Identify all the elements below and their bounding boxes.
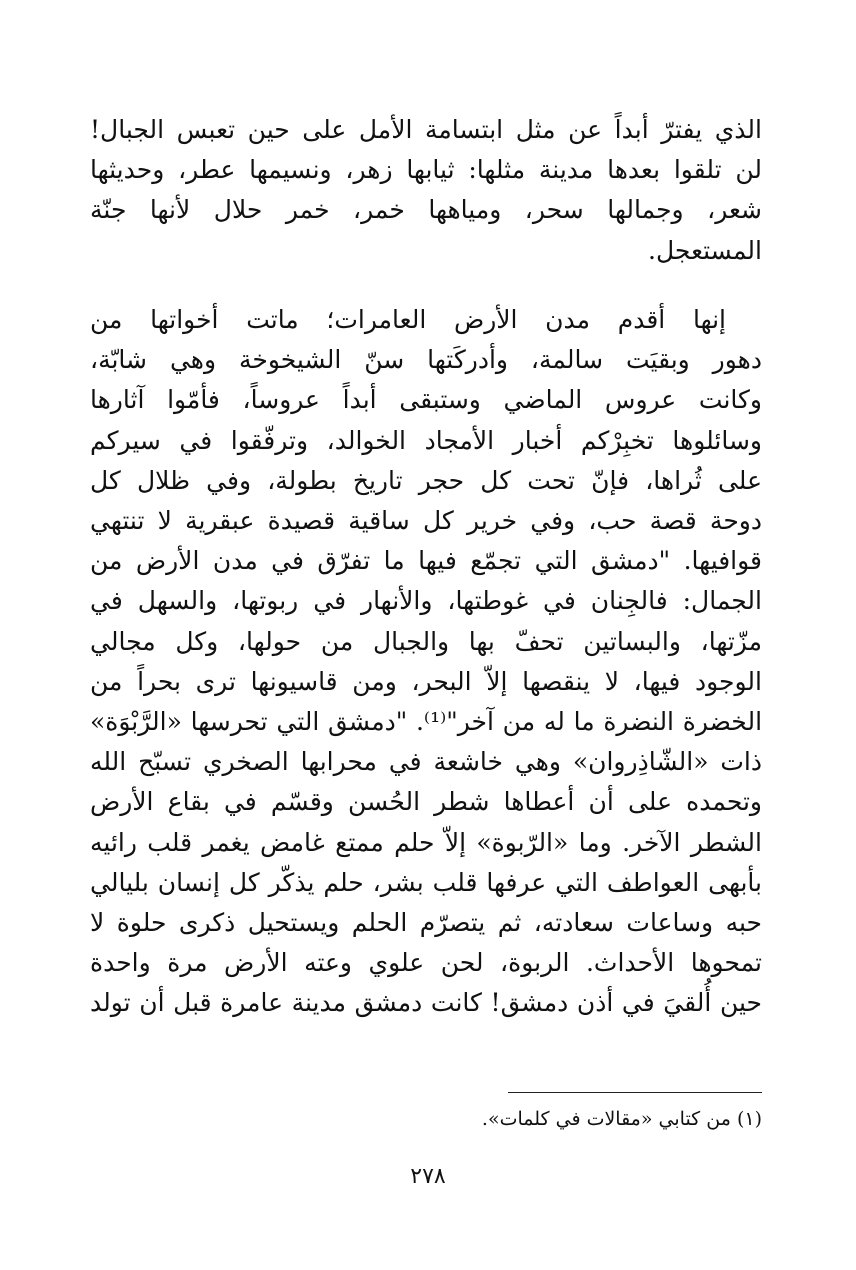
text-line: حين أُلقيَ في أذن دمشق! كانت دمشق مدينة عامرة قبل أن تولد bbox=[90, 988, 762, 1018]
text-line: مزّتها، والبساتين تحفّ بها والجبال من حولها، وكل مجالي bbox=[90, 626, 762, 656]
text-line: ذات «الشّاذِروان» وهي خاشعة في محرابها الصخري تسبّح الله bbox=[90, 747, 762, 777]
text-line: تمحوها الأحداث. الربوة، لحن علوي وعته الأرض مرة واحدة bbox=[90, 948, 762, 978]
paragraph-1 bbox=[90, 110, 762, 271]
text-line: الخضرة النضرة ما له من آخر"⁽¹⁾. "دمشق التي تحرسها «الرَّبْوَة» bbox=[90, 707, 763, 737]
text-line: بأبهى العواطف التي عرفها قلب بشر، حلم يذكّر كل إنسان بليالي bbox=[90, 867, 762, 897]
text-line: الوجود فيها، لا ينقصها إلاّ البحر، ومن قاسيونها ترى بحراً من bbox=[90, 666, 762, 696]
text-line: لن تلقوا بعدها مدينة مثلها: ثيابها زهر، ونسيمها عطر، وحديثها bbox=[90, 155, 762, 185]
text-line: شعر، وجمالها سحر، ومياهها خمر، خمر حلال لأنها جنّة bbox=[90, 195, 762, 225]
text-line: حبه وساعات سعادته، ثم يتصرّم الحلم ويستحيل ذكرى حلوة لا bbox=[90, 908, 762, 938]
text-line: وتحمده على أن أعطاها شطر الحُسن وقسّم في بقاع الأرض bbox=[90, 787, 762, 817]
text-line: قوافيها. "دمشق التي تجمّع فيها ما تفرّق في مدن الأرض من bbox=[90, 546, 762, 576]
text-line: الجمال: فالجِنان في غوطتها، والأنهار في ربوتها، والسهل في bbox=[90, 586, 762, 616]
text-line: الذي يفترّ أبداً عن مثل ابتسامة الأمل على حين تعبس الجبال! bbox=[90, 115, 762, 144]
text-line: وكانت عروس الماضي وستبقى أبداً عروساً، فأمّوا آثارها bbox=[90, 385, 762, 415]
text-line: دهور وبقيَت سالمة، وأدركَتها سنّ الشيخوخة وهي شابّة، bbox=[90, 345, 762, 375]
text-line: على ثُراها، فإنّ تحت كل حجر تاريخ بطولة، وفي ظلال كل bbox=[90, 465, 762, 495]
text-line: وسائلوها تخبِرْكم أخبار الأمجاد الخوالد، وترفّقوا في سيركم bbox=[90, 425, 762, 455]
footnote: (١) من كتابي «مقالات في كلمات». bbox=[481, 1108, 762, 1130]
page-number: ٢٧٨ bbox=[410, 1164, 446, 1189]
text-line: الشطر الآخر. وما «الرّبوة» إلاّ حلم ممتع غامض يغمر قلب رائيه bbox=[90, 827, 762, 857]
text-line: المستعجل. bbox=[648, 235, 762, 265]
text-line: دوحة قصة حب، وفي خرير كل ساقية قصيدة عبقرية لا تنتهي bbox=[90, 506, 762, 536]
text-line: إنها أقدم مدن الأرض العامرات؛ ماتت أخواتها من bbox=[90, 305, 726, 334]
paragraph-2 bbox=[90, 300, 762, 1024]
footnote-divider bbox=[508, 1092, 762, 1093]
